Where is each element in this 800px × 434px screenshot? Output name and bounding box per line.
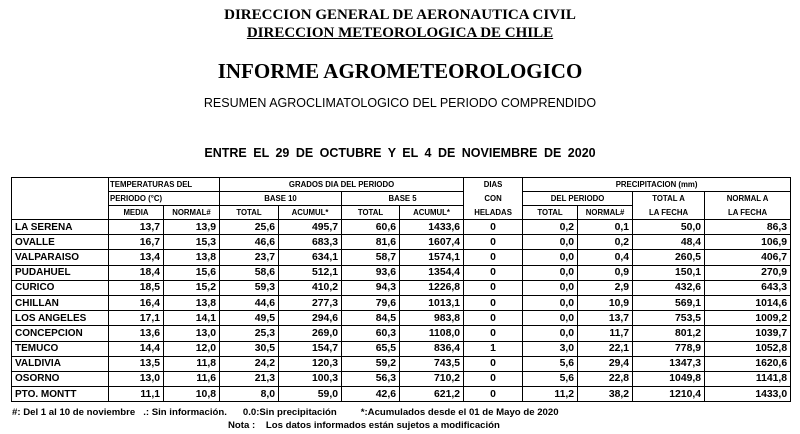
table-cell: 0 (464, 356, 523, 371)
header-cell (12, 206, 109, 220)
header-total-b5: TOTAL (342, 206, 400, 220)
table-cell: 1433,6 (400, 220, 464, 235)
table-cell: 0,0 (523, 311, 578, 326)
table-cell: 0 (464, 295, 523, 310)
table-cell: 0,0 (523, 250, 578, 265)
footnote-sin-precip: 0.0:Sin precipitación (242, 407, 337, 418)
table-cell: 0,2 (578, 235, 633, 250)
table-cell: 0 (464, 235, 523, 250)
table-row (12, 250, 791, 265)
table-cell: 93,6 (342, 265, 400, 280)
table-cell: 23,7 (220, 250, 279, 265)
table-cell: 11,1 (109, 387, 164, 402)
table-cell: 260,5 (633, 250, 705, 265)
table-cell: 13,9 (164, 220, 220, 235)
agroclimatic-table (11, 177, 791, 402)
table-cell: 10,9 (578, 295, 633, 310)
header-heladas: HELADAS (464, 206, 523, 220)
table-cell: 1354,4 (400, 265, 464, 280)
station-name: OVALLE (12, 235, 109, 250)
table-cell: 2,9 (578, 280, 633, 295)
footnote-sin-info: .: Sin información. (143, 407, 227, 418)
table-cell: 13,0 (164, 326, 220, 341)
table-cell: 25,6 (220, 220, 279, 235)
table-cell: 1052,8 (705, 341, 791, 356)
table-cell: 0,0 (523, 295, 578, 310)
report-period: ENTRE EL 29 DE OCTUBRE Y EL 4 DE NOVIEMBRE DE 2020 (204, 146, 596, 160)
table-cell: 1607,4 (400, 235, 464, 250)
header-acumul-b5: ACUMUL* (400, 206, 464, 220)
header-base5: BASE 5 (342, 192, 464, 206)
table-cell: 59,2 (342, 356, 400, 371)
table-cell: 1433,0 (705, 387, 791, 402)
table-cell: 569,1 (633, 295, 705, 310)
table-cell: 410,2 (279, 280, 342, 295)
table-cell: 710,2 (400, 371, 464, 386)
header-del-periodo: DEL PERIODO (523, 192, 633, 206)
table-cell: 21,3 (220, 371, 279, 386)
table-row (12, 295, 791, 310)
table-cell: 15,2 (164, 280, 220, 295)
station-name: CURICO (12, 280, 109, 295)
table-cell: 683,3 (279, 235, 342, 250)
table-cell: 11,6 (164, 371, 220, 386)
station-name: OSORNO (12, 371, 109, 386)
table-cell: 13,7 (109, 220, 164, 235)
station-name: TEMUCO (12, 341, 109, 356)
table-cell: 0 (464, 280, 523, 295)
table-cell: 106,9 (705, 235, 791, 250)
table-cell: 84,5 (342, 311, 400, 326)
table-cell: 0,9 (578, 265, 633, 280)
table-cell: 753,5 (633, 311, 705, 326)
table-cell: 11,7 (578, 326, 633, 341)
station-name: LOS ANGELES (12, 311, 109, 326)
header-precipitacion: PRECIPITACION (mm) (523, 178, 791, 192)
table-cell: 38,2 (578, 387, 633, 402)
table-cell: 1013,1 (400, 295, 464, 310)
table-cell: 5,6 (523, 371, 578, 386)
header-normal: NORMAL# (164, 206, 220, 220)
table-cell: 432,6 (633, 280, 705, 295)
header-media: MEDIA (109, 206, 164, 220)
table-row (12, 371, 791, 386)
table-row (12, 341, 791, 356)
table-cell: 643,3 (705, 280, 791, 295)
table-cell: 46,6 (220, 235, 279, 250)
table-cell: 1014,6 (705, 295, 791, 310)
table-cell: 60,3 (342, 326, 400, 341)
station-name: CONCEPCION (12, 326, 109, 341)
table-cell: 836,4 (400, 341, 464, 356)
table-cell: 406,7 (705, 250, 791, 265)
table-row (12, 356, 791, 371)
station-name: PUDAHUEL (12, 265, 109, 280)
table-cell: 15,3 (164, 235, 220, 250)
table-cell: 0,0 (523, 280, 578, 295)
table-cell: 0 (464, 326, 523, 341)
footer-nota (228, 420, 500, 431)
table-cell: 154,7 (279, 341, 342, 356)
table-cell: 512,1 (279, 265, 342, 280)
header-row-1 (12, 178, 791, 192)
table-cell: 621,2 (400, 387, 464, 402)
table-row (12, 280, 791, 295)
header-temperaturas: TEMPERATURAS DEL (109, 178, 220, 192)
table-cell: 0 (464, 387, 523, 402)
table-cell: 13,8 (164, 295, 220, 310)
table-cell: 1049,8 (633, 371, 705, 386)
table-cell: 94,3 (342, 280, 400, 295)
table-cell: 65,5 (342, 341, 400, 356)
header-total-b10: TOTAL (220, 206, 279, 220)
table-cell: 59,0 (279, 387, 342, 402)
table-cell: 0 (464, 250, 523, 265)
table-cell: 13,7 (578, 311, 633, 326)
header-periodo-c: PERIODO (°C) (109, 192, 220, 206)
table-cell: 16,4 (109, 295, 164, 310)
table-cell: 13,5 (109, 356, 164, 371)
report-subtitle: RESUMEN AGROCLIMATOLOGICO DEL PERIODO COMPRENDIDO (203, 96, 597, 110)
table-cell: 1141,8 (705, 371, 791, 386)
table-cell: 294,6 (279, 311, 342, 326)
table-row (12, 235, 791, 250)
table-cell: 8,0 (220, 387, 279, 402)
department-title (0, 25, 800, 42)
header-row-3 (12, 206, 791, 220)
table-cell: 1620,6 (705, 356, 791, 371)
agency-title: DIRECCION GENERAL DE AERONAUTICA CIVIL (224, 7, 576, 23)
table-row (12, 311, 791, 326)
table-cell: 150,1 (633, 265, 705, 280)
table-cell: 0,0 (523, 265, 578, 280)
table-cell: 0,2 (523, 220, 578, 235)
table-cell: 59,3 (220, 280, 279, 295)
table-cell: 50,0 (633, 220, 705, 235)
table-cell: 11,2 (523, 387, 578, 402)
table-cell: 13,6 (109, 326, 164, 341)
header-acumul-b10: ACUMUL* (279, 206, 342, 220)
station-name: VALDIVIA (12, 356, 109, 371)
table-cell: 1009,2 (705, 311, 791, 326)
table-cell: 22,8 (578, 371, 633, 386)
table-cell: 13,0 (109, 371, 164, 386)
table-cell: 44,6 (220, 295, 279, 310)
header-cell (12, 178, 109, 192)
table-cell: 58,7 (342, 250, 400, 265)
station-name: VALPARAISO (12, 250, 109, 265)
table-cell: 81,6 (342, 235, 400, 250)
table-cell: 42,6 (342, 387, 400, 402)
header-normal-prec: NORMAL# (578, 206, 633, 220)
table-cell: 13,8 (164, 250, 220, 265)
footnote-normal: #: Del 1 al 10 de noviembre (12, 407, 136, 418)
table-cell: 778,9 (633, 341, 705, 356)
table-cell: 58,6 (220, 265, 279, 280)
table-cell: 0,1 (578, 220, 633, 235)
header-base10: BASE 10 (220, 192, 342, 206)
table-cell: 13,4 (109, 250, 164, 265)
table-cell: 269,0 (279, 326, 342, 341)
header-row-2 (12, 192, 791, 206)
table-cell: 14,1 (164, 311, 220, 326)
table-cell: 79,6 (342, 295, 400, 310)
header-grados-dia: GRADOS DIA DEL PERIODO (220, 178, 464, 192)
table-cell: 0,4 (578, 250, 633, 265)
footnote-acumulados: *:Acumulados desde el 01 de Mayo de 2020 (360, 407, 559, 418)
nota-text: Los datos informados están sujetos a modificación (265, 420, 500, 431)
table-cell: 24,2 (220, 356, 279, 371)
table-cell: 29,4 (578, 356, 633, 371)
table-cell: 16,7 (109, 235, 164, 250)
table-cell: 120,3 (279, 356, 342, 371)
table-cell: 1226,8 (400, 280, 464, 295)
header-dias: DIAS (464, 178, 523, 192)
report-title: INFORME AGROMETEOROLOGICO (217, 59, 583, 83)
table-cell: 495,7 (279, 220, 342, 235)
header-total-prec: TOTAL (523, 206, 578, 220)
table-cell: 1108,0 (400, 326, 464, 341)
table-cell: 49,5 (220, 311, 279, 326)
table-cell: 17,1 (109, 311, 164, 326)
table-cell: 1 (464, 341, 523, 356)
station-name: CHILLAN (12, 295, 109, 310)
table-cell: 25,3 (220, 326, 279, 341)
table-cell: 634,1 (279, 250, 342, 265)
table-cell: 1574,1 (400, 250, 464, 265)
table-cell: 11,8 (164, 356, 220, 371)
table-cell: 15,6 (164, 265, 220, 280)
table-row (12, 220, 791, 235)
header-la-fecha-normal: LA FECHA (705, 206, 791, 220)
nota-label: Nota : (228, 420, 256, 431)
table-cell: 12,0 (164, 341, 220, 356)
table-cell: 0,0 (523, 235, 578, 250)
table-cell: 5,6 (523, 356, 578, 371)
table-cell: 56,3 (342, 371, 400, 386)
table-cell: 10,8 (164, 387, 220, 402)
table-cell: 801,2 (633, 326, 705, 341)
table-cell: 3,0 (523, 341, 578, 356)
table-cell: 983,8 (400, 311, 464, 326)
table-cell: 1039,7 (705, 326, 791, 341)
table-cell: 277,3 (279, 295, 342, 310)
header-total-a: TOTAL A (633, 192, 705, 206)
table-cell: 86,3 (705, 220, 791, 235)
table-cell: 18,4 (109, 265, 164, 280)
header-cell (12, 192, 109, 206)
table-row (12, 265, 791, 280)
station-name: LA SERENA (12, 220, 109, 235)
station-name: PTO. MONTT (12, 387, 109, 402)
table-cell: 270,9 (705, 265, 791, 280)
table-cell: 22,1 (578, 341, 633, 356)
table-cell: 14,4 (109, 341, 164, 356)
table-cell: 18,5 (109, 280, 164, 295)
header-con: CON (464, 192, 523, 206)
department-title-text: DIRECCION METEOROLOGICA DE CHILE (246, 25, 554, 41)
table-cell: 0,0 (523, 326, 578, 341)
header-la-fecha: LA FECHA (633, 206, 705, 220)
table-cell: 0 (464, 311, 523, 326)
table-cell: 1210,4 (633, 387, 705, 402)
table-cell: 30,5 (220, 341, 279, 356)
table-row (12, 326, 791, 341)
table-cell: 48,4 (633, 235, 705, 250)
header-normal-a: NORMAL A (705, 192, 791, 206)
table-cell: 0 (464, 220, 523, 235)
table-cell: 100,3 (279, 371, 342, 386)
table-cell: 0 (464, 265, 523, 280)
table-cell: 60,6 (342, 220, 400, 235)
footer-notes (12, 407, 559, 418)
table-cell: 1347,3 (633, 356, 705, 371)
table-cell: 0 (464, 371, 523, 386)
table-cell: 743,5 (400, 356, 464, 371)
table-row (12, 387, 791, 402)
